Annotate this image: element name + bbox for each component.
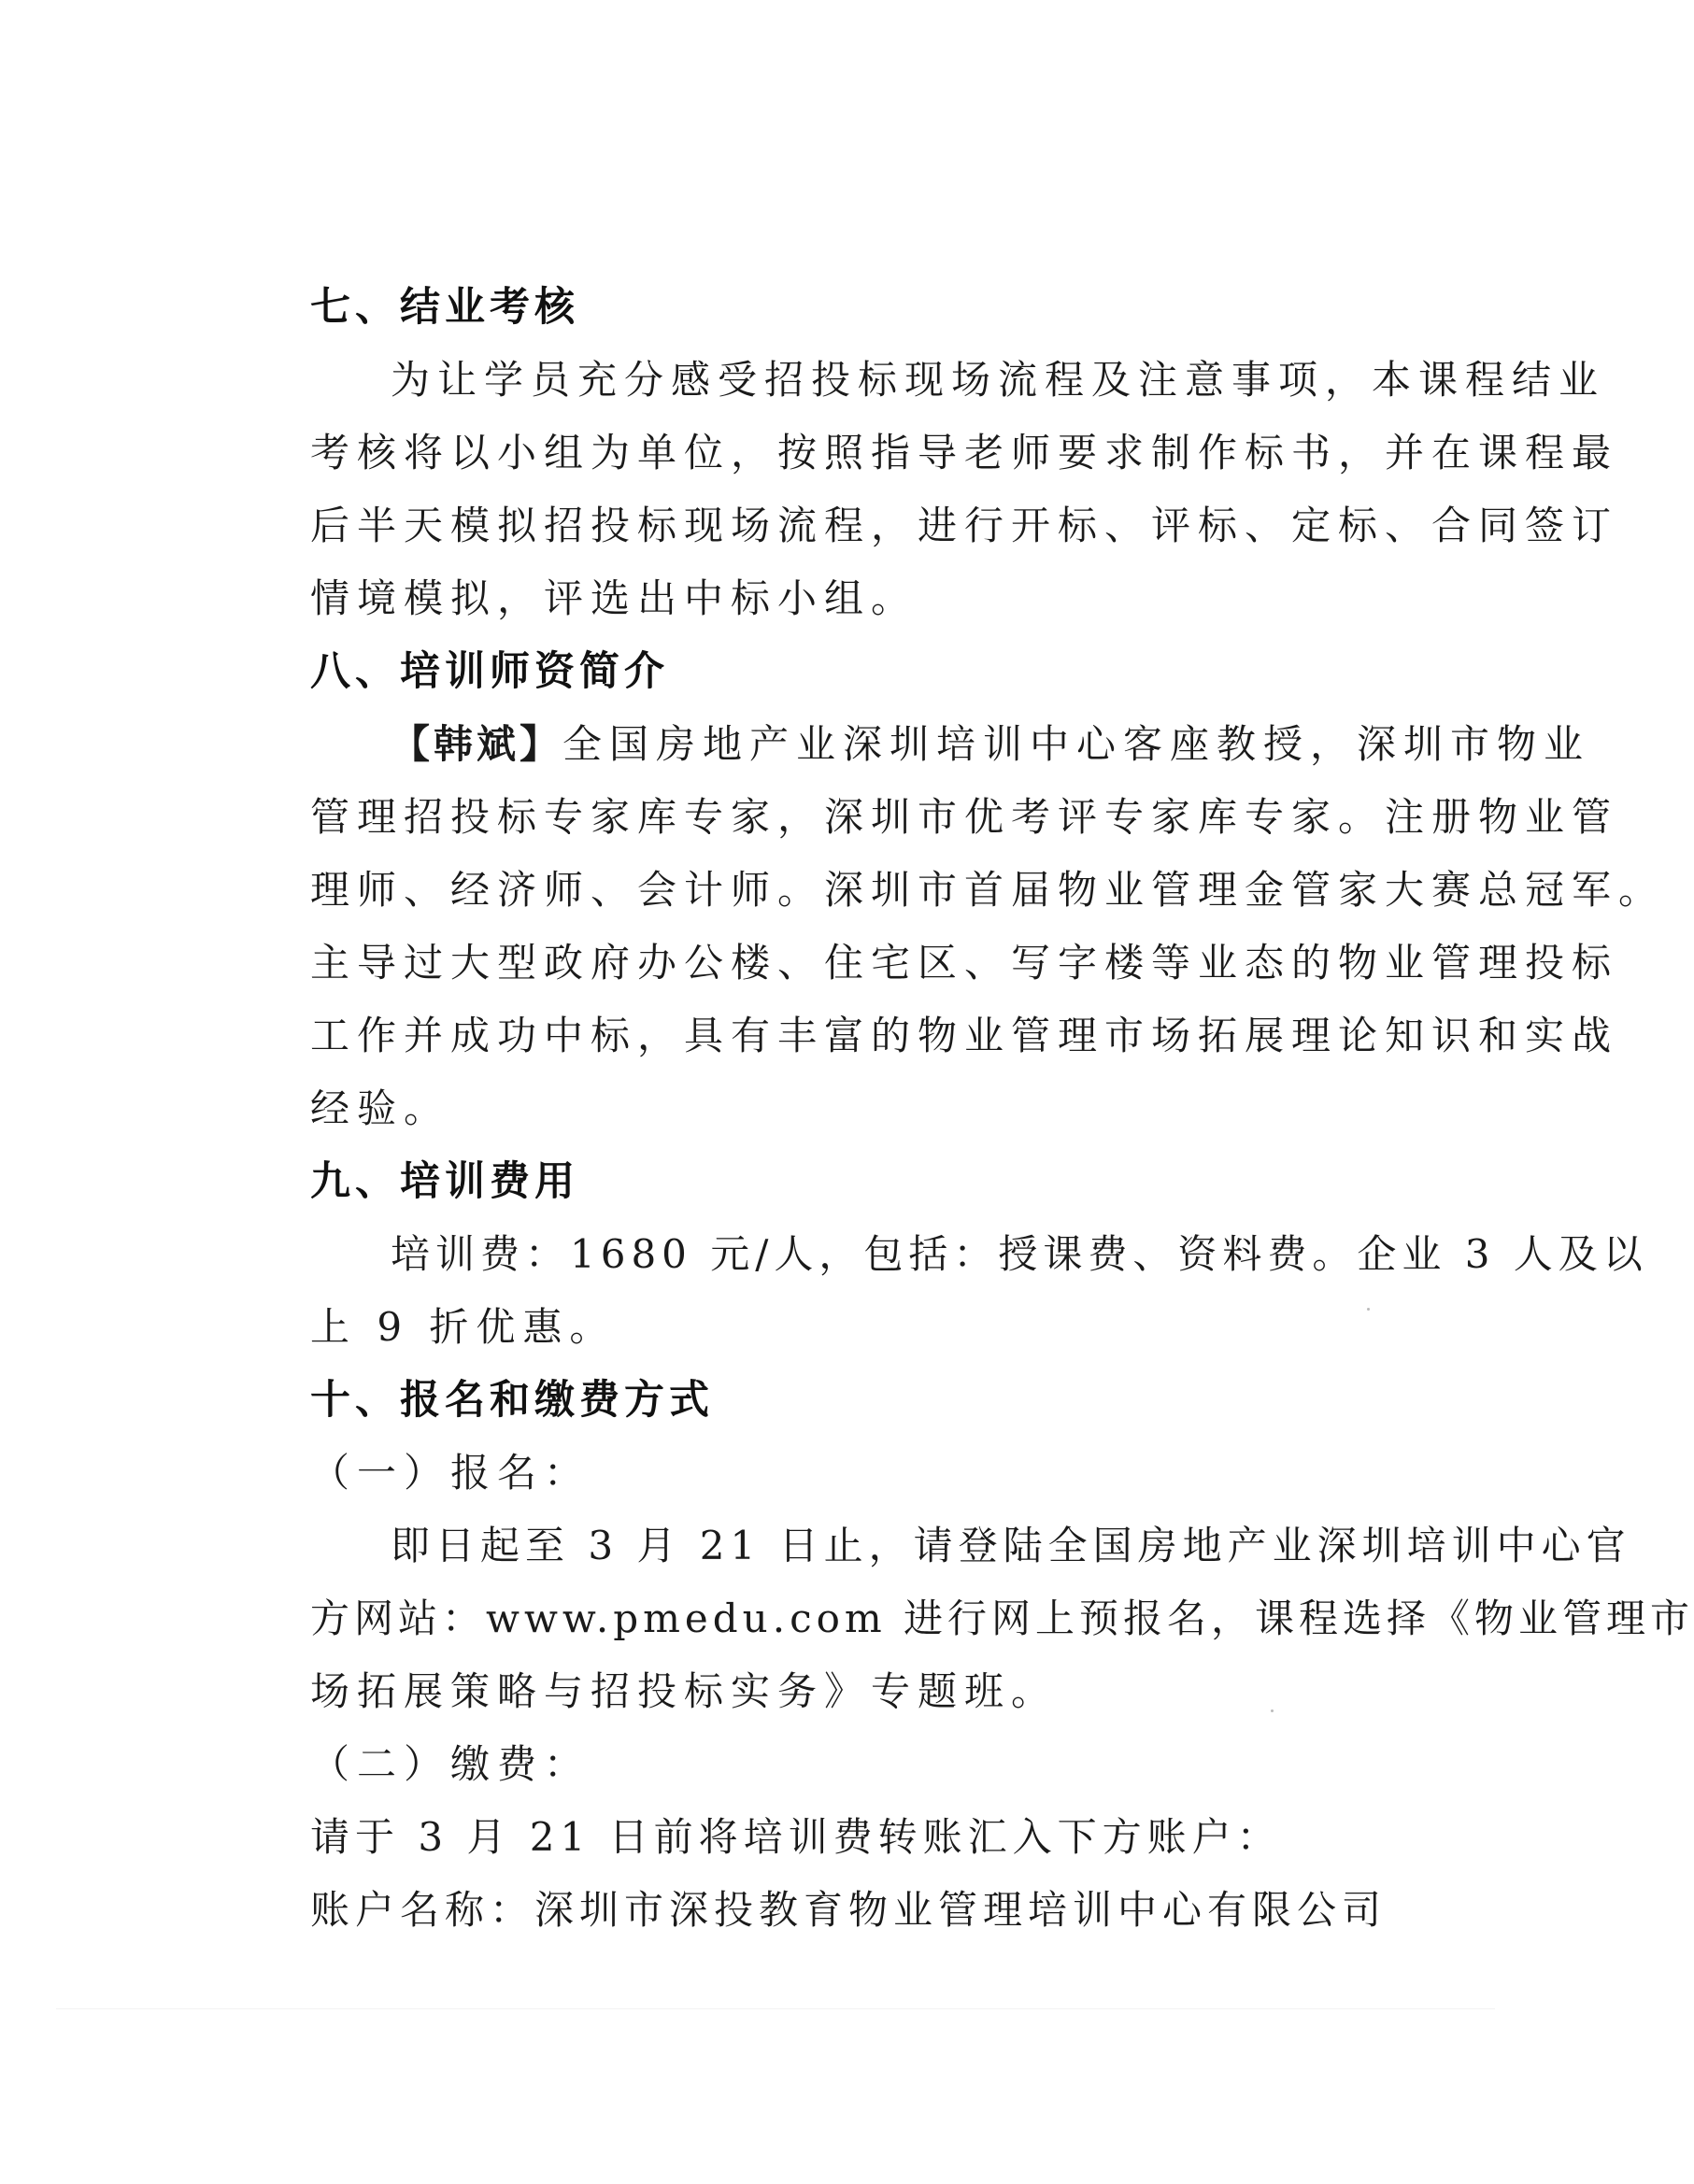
paragraph-line: 管理招投标专家库专家，深圳市优考评专家库专家。注册物业管: [310, 794, 1619, 840]
paragraph-line: 情境模拟，评选出中标小组。: [310, 575, 918, 621]
paragraph-line: 主导过大型政府办公楼、住宅区、写字楼等业态的物业管理投标: [310, 940, 1619, 986]
trainer-intro-text: 全国房地产业深圳培训中心客座教授，深圳市物业: [562, 721, 1591, 767]
trainer-name: 【韩斌】: [391, 721, 563, 767]
paragraph-line: 方网站：www.pmedu.com 进行网上预报名，课程选择《物业管理市: [310, 1595, 1694, 1641]
section-8-paragraph: [230, 708, 1666, 1145]
section-heading-training-fee: 九、培训费用: [310, 1158, 579, 1205]
account-name-line: 账户名称：深圳市深投教育物业管理培训中心有限公司: [310, 1887, 1388, 1933]
paragraph-line: 即日起至 3 月 21 日止，请登陆全国房地产业深圳培训中心官: [391, 1523, 1631, 1568]
section-7-paragraph: [230, 344, 1619, 635]
subheading-payment: （二）缴费：: [310, 1741, 591, 1787]
paragraph-line: [230, 708, 1591, 781]
document-body: [230, 271, 1694, 1947]
scan-speck: [1271, 1709, 1274, 1712]
paragraph-line: 经验。: [310, 1085, 451, 1131]
paragraph-line: 场拓展策略与招投标实务》专题班。: [310, 1668, 1059, 1714]
paragraph-line: 考核将以小组为单位，按照指导老师要求制作标书，并在课程最: [310, 430, 1619, 475]
scan-speck: [1367, 1308, 1370, 1311]
paragraph-line: 后半天模拟招投标现场流程，进行开标、评标、定标、合同签订: [310, 503, 1619, 548]
registration-paragraph: [230, 1510, 1694, 1728]
paragraph-line: 为让学员充分感受招投标现场流程及注意事项，本课程结业: [391, 357, 1606, 403]
paragraph-line: 理师、经济师、会计师。深圳市首届物业管理金管家大赛总冠军。: [310, 867, 1666, 913]
paragraph-line: 工作并成功中标，具有丰富的物业管理市场拓展理论知识和实战: [310, 1013, 1619, 1058]
payment-deadline-line: 请于 3 月 21 日前将培训费转账汇入下方账户：: [310, 1814, 1282, 1860]
section-heading-registration-payment: 十、报名和缴费方式: [310, 1377, 714, 1424]
section-heading-completion-assessment: 七、结业考核: [310, 284, 579, 331]
section-heading-trainer-profile: 八、培训师资简介: [310, 648, 669, 695]
paragraph-line: 上 9 折优惠。: [310, 1304, 617, 1350]
paragraph-line: 培训费：1680 元/人，包括：授课费、资料费。企业 3 人及以: [391, 1231, 1648, 1277]
section-9-paragraph: [230, 1218, 1648, 1364]
scan-edge-line: [56, 2008, 1495, 2009]
subheading-registration: （一）报名：: [310, 1450, 591, 1496]
